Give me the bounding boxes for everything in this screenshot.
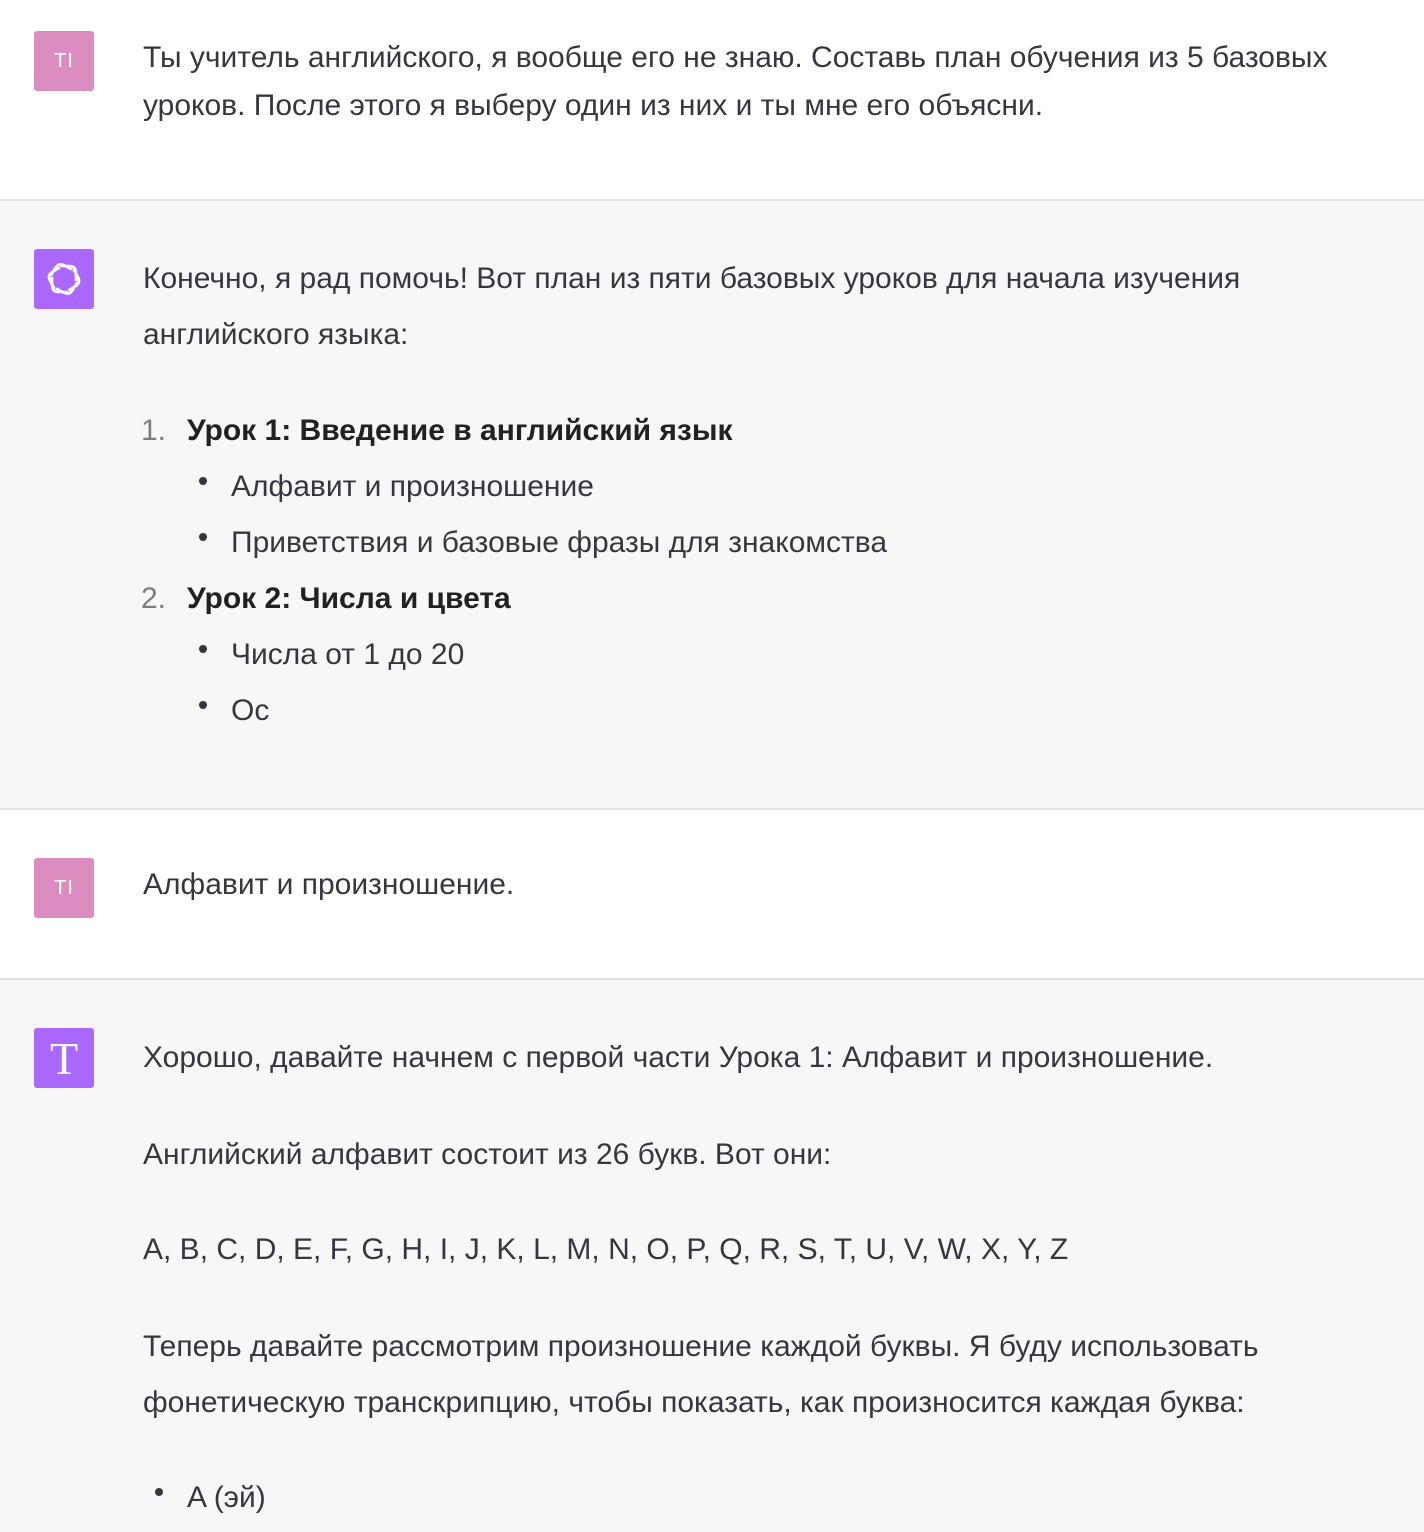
user-avatar	[34, 858, 94, 918]
openai-logo-icon	[43, 258, 85, 300]
assistant-intro-line-2: английского языка:	[143, 318, 409, 351]
assistant-intro-line-1: Конечно, я рад помочь! Вот план из пяти базовых уроков для начала изучения	[143, 262, 1241, 295]
assistant-paragraph-1: Хорошо, давайте начнем с первой части Урока 1: Алфавит и произношение.	[143, 1041, 1214, 1074]
lesson-number: 1.	[141, 414, 167, 447]
assistant-paragraph-4-line-1: Теперь давайте рассмотрим произношение каждой буквы. Я буду использовать	[143, 1330, 1259, 1363]
assistant-paragraph-2: Английский алфавит состоит из 26 букв. Вот они:	[143, 1138, 832, 1171]
bullet-dot	[199, 533, 207, 541]
lesson-subitem: Числа от 1 до 20	[231, 638, 465, 671]
lesson-title: Урок 2: Числа и цвета	[187, 582, 511, 615]
user-avatar-initials: TI	[54, 876, 74, 899]
assistant-message-2	[0, 980, 1424, 1532]
bullet-dot	[199, 645, 207, 653]
lesson-number: 2.	[141, 582, 167, 615]
lesson-subitem: Ос	[231, 694, 270, 727]
user-message-2	[0, 810, 1424, 978]
user-message-text: Алфавит и произношение.	[143, 868, 515, 901]
lesson-subitem: Приветствия и базовые фразы для знакомства	[231, 526, 888, 559]
user-message-1	[0, 0, 1424, 199]
assistant-avatar	[34, 249, 94, 309]
bullet-dot	[199, 701, 207, 709]
assistant-avatar	[34, 1028, 94, 1088]
user-message-text	[143, 34, 1418, 130]
user-message-paragraph: Ты учитель английского, я вообще его не знаю. Составь план обучения из 5 базовых уроков. После этого я выберу один из них и ты мне его объясни.	[143, 41, 1328, 122]
user-avatar	[34, 31, 94, 91]
bullet-dot	[199, 477, 207, 485]
lesson-list-item-2	[0, 571, 1424, 627]
lesson-list-item-1	[0, 403, 1424, 459]
assistant-message-1	[0, 201, 1424, 808]
assistant-paragraph-4-line-2: фонетическую транскрипцию, чтобы показать, как произносится каждая буква:	[143, 1386, 1245, 1419]
lesson-title: Урок 1: Введение в английский язык	[187, 414, 733, 447]
assistant-paragraph-alphabet: A, B, C, D, E, F, G, H, I, J, K, L, M, N, O, P, Q, R, S, T, U, V, W, X, Y, Z	[143, 1233, 1069, 1266]
pronunciation-item: A (эй)	[187, 1481, 266, 1514]
user-avatar-initials: TI	[54, 49, 74, 72]
assistant-avatar-letter: T	[49, 1032, 79, 1084]
lesson-subitem: Алфавит и произношение	[231, 470, 594, 503]
bullet-dot	[155, 1488, 163, 1496]
